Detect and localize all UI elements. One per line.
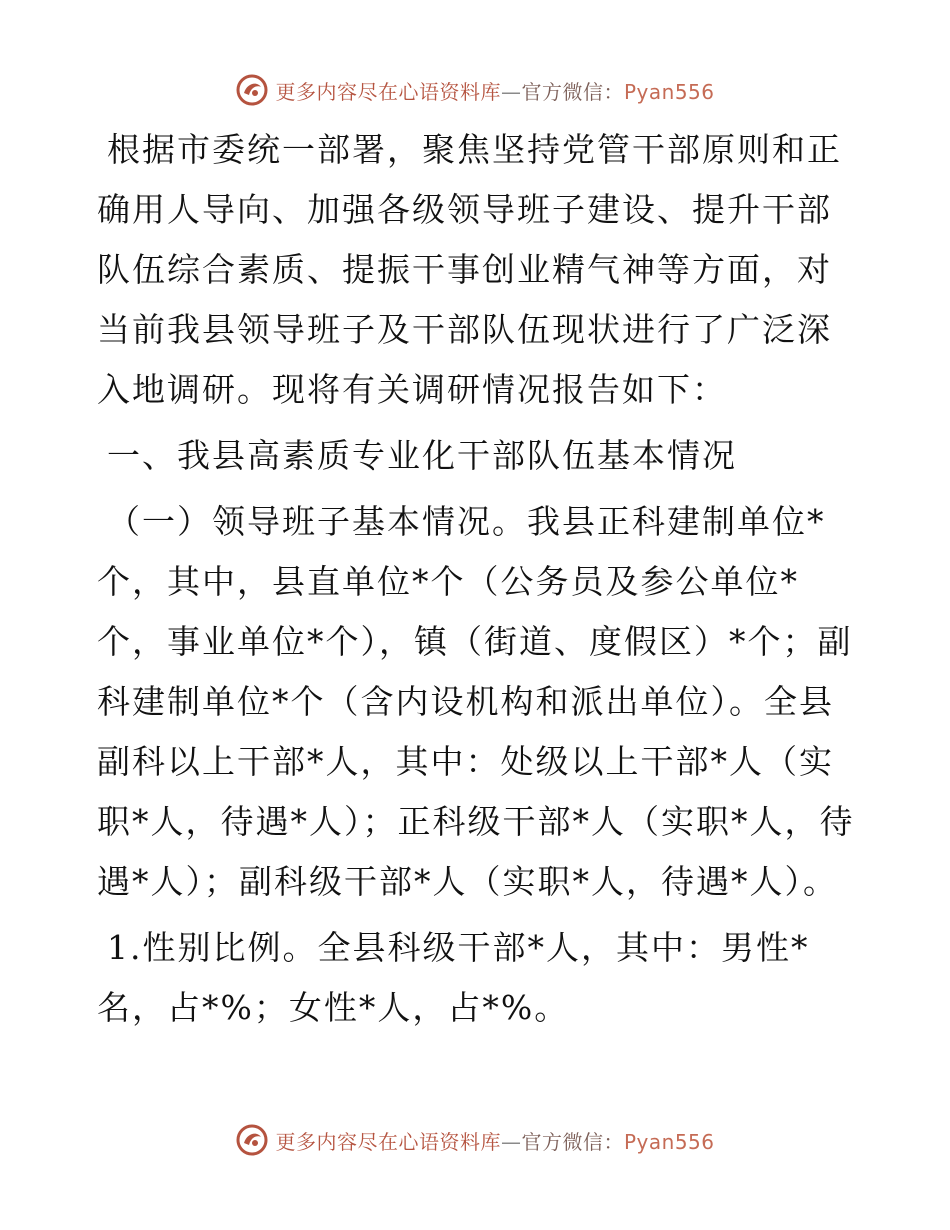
watermark-prefix: 更多内容尽在心语资料库 [275, 1129, 501, 1154]
gender-ratio-paragraph: 1.性别比例。全县科级干部*人，其中：男性*名，占*%；女性*人，占*%。 [97, 928, 810, 1027]
watermark-wechat-label: 官方微信： [521, 79, 624, 104]
watermark-wechat-id: Pyan556 [623, 79, 715, 104]
intro-paragraph: 根据市委统一部署，聚焦坚持党管干部原则和正确用人导向、加强各级领导班子建设、提升干部队伍综合素质、提振干事创业精气神等方面，对当前我县领导班子及干部队伍现状进行了广泛深入地调研。现将有关调研情况报告如下： [97, 130, 842, 409]
watermark-wechat-id: Pyan556 [623, 1129, 715, 1154]
header-watermark [0, 72, 950, 108]
section-heading: 一、我县高素质专业化干部队伍基本情况 [107, 436, 737, 475]
watermark-text [275, 76, 714, 105]
watermark-text [275, 1126, 714, 1155]
watermark-separator: — [500, 79, 522, 104]
watermark-separator: — [500, 1129, 522, 1154]
watermark-prefix: 更多内容尽在心语资料库 [275, 79, 501, 104]
watermark-wechat-label: 官方微信： [521, 1129, 624, 1154]
red-swirl-logo-icon [235, 1123, 269, 1157]
footer-watermark [0, 1122, 950, 1158]
leadership-paragraph: （一）领导班子基本情况。我县正科建制单位*个，其中，县直单位*个（公务员及参公单位*个，事业单位*个），镇（街道、度假区）*个；副科建制单位*个（含内设机构和派出单位）。全县副科以上干部*人，其中：处级以上干部*人（实职*人，待遇*人）；正科级干部*人（实职*人，待遇*人）；副科级干部*人（实职*人，待遇*人）。 [97, 502, 855, 901]
document-body [97, 120, 857, 1044]
red-swirl-logo-icon [235, 73, 269, 107]
